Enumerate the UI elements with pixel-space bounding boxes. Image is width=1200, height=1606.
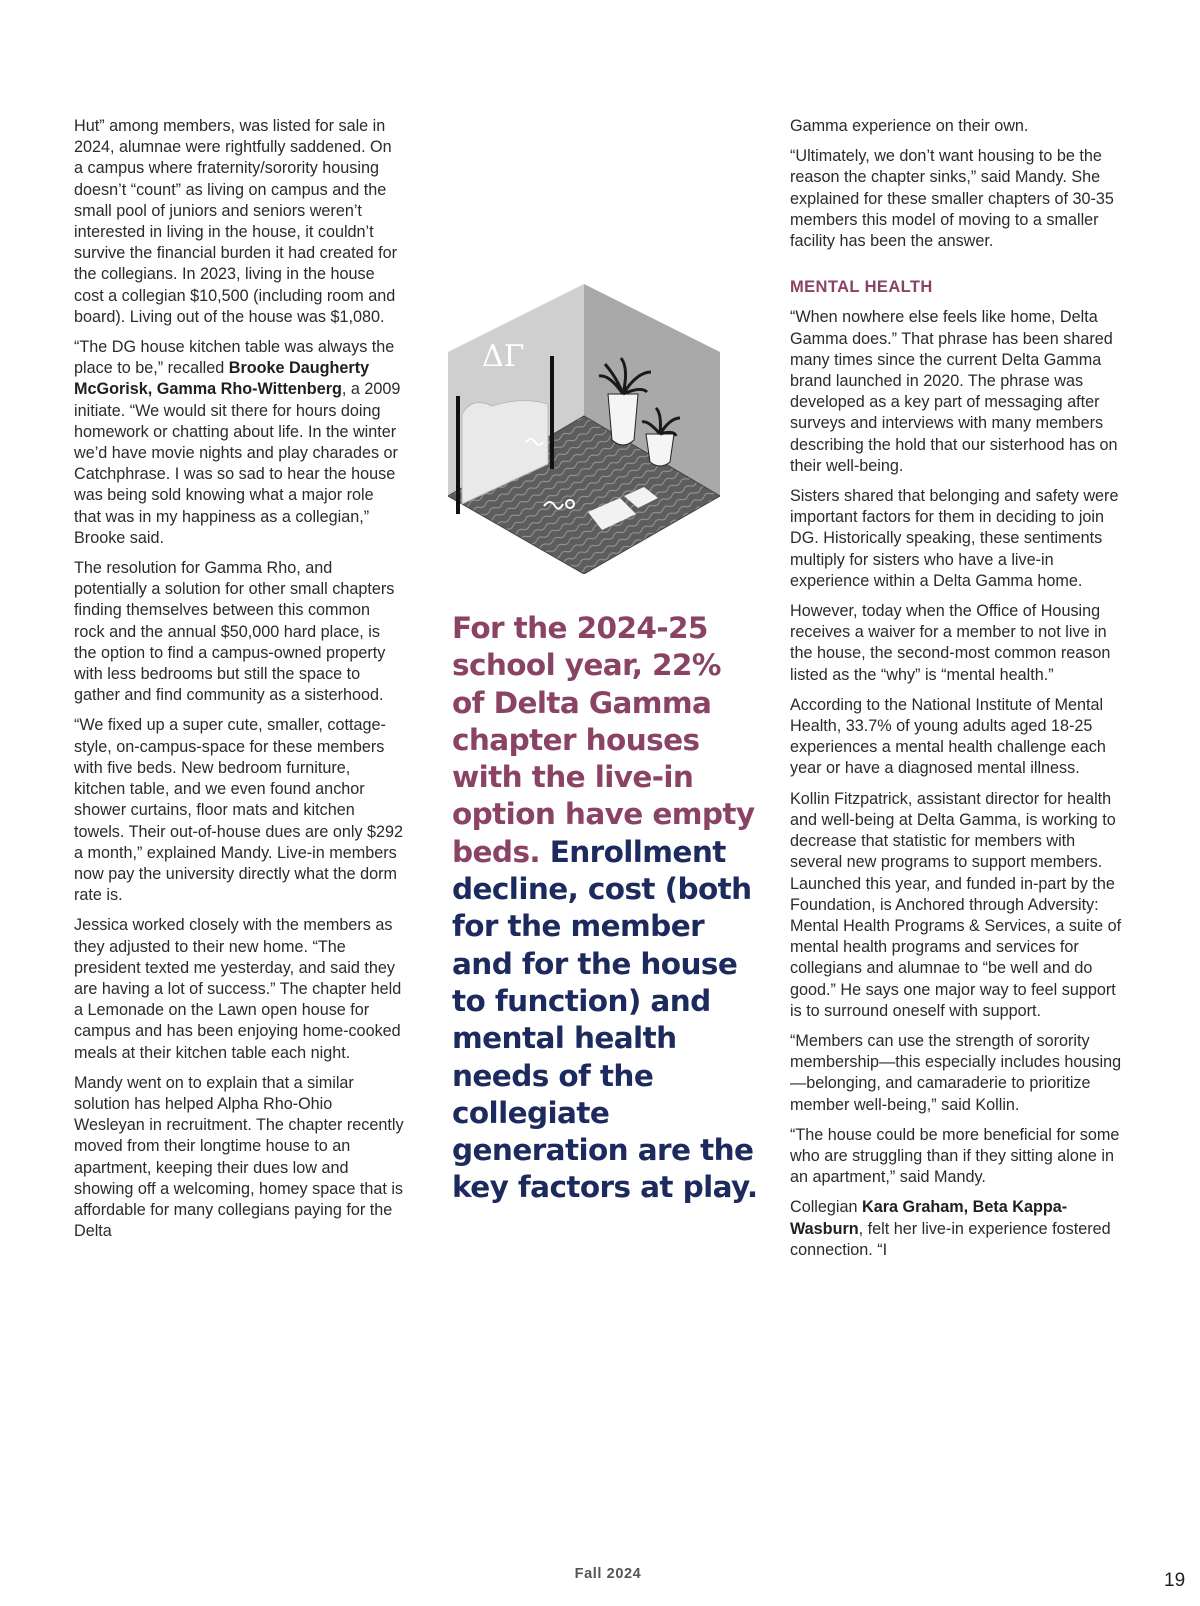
- section-heading: MENTAL HEALTH: [790, 278, 933, 297]
- paragraph: [74, 337, 404, 549]
- room-illustration: [448, 284, 720, 574]
- paragraph: “When nowhere else feels like home, Delta Gamma does.” That phrase has been shared many times since the current Delta Gamma brand launched in 2020. The phrase was developed as a key part of messaging after surveys and interviews with many members describing the hold that our sisterhood has on their well-being.: [790, 308, 1118, 475]
- text-run: Collegian: [790, 1198, 862, 1217]
- pull-quote-highlight: For the 2024-25 school year, 22% of Delta Gamma chapter houses with the live-in option have empty beds.: [452, 611, 755, 869]
- pull-quote-body: Enrollment decline, cost (both for the member and for the house to function) and mental health needs of the collegiate generation are the key factors at play.: [452, 834, 758, 1205]
- person-name: Brooke Daugherty McGorisk, Gamma Rho-Wittenberg: [74, 359, 370, 399]
- paragraph: [790, 1197, 1122, 1261]
- paragraph: Hut” among members, was listed for sale in 2024, alumnae were rightfully saddened. On a campus where fraternity/sorority housing doesn’t “count” as living on campus and the small pool of juniors and seniors weren’t interested in living in the house, it couldn’t survive the financial burden it had created for the collegians. In 2023, living in the house cost a collegian $10,500 (including room and board). Living out of the house was $1,080.: [74, 117, 398, 326]
- page-number: 19: [1164, 1570, 1186, 1591]
- paragraph: Gamma experience on their own.: [790, 117, 1029, 135]
- paragraph: The resolution for Gamma Rho, and potentially a solution for other small chapters finding themselves between this common rock and the annual $50,000 hard place, is the option to find a campus-owned property with less bedrooms but still the space to gather and find community as a sisterhood.: [74, 559, 395, 705]
- left-text-column: [74, 116, 404, 1251]
- paragraph: Kollin Fitzpatrick, assistant director for health and well-being at Delta Gamma, is working to decrease that statistic for members with several new programs to support members. Launched this year, and funded in-part by the Foundation, is Anchored through Adversity: Mental Health Programs & Services, a suite of mental health programs and services for collegians and alumnae to “be well and do good.” He says one major way to feel support is to surround oneself with support.: [790, 789, 1122, 1020]
- right-text-column: [790, 116, 1122, 1270]
- paragraph: Sisters shared that belonging and safety were important factors for them in deciding to join DG. Historically speaking, these sentiments multiply for sisters who have a live-in experience within a Delta Gamma home.: [790, 487, 1119, 590]
- paragraph: “Members can use the strength of sorority membership—this especially includes housing—belonging, and camaraderie to prioritize member well-being,” said Kollin.: [790, 1031, 1122, 1114]
- greek-letters: ΔΓ: [482, 339, 525, 374]
- text-run: “The DG house kitchen table was always the place to be,” recalled: [74, 338, 395, 378]
- paragraph: Mandy went on to explain that a similar solution has helped Alpha Rho-Ohio Wesleyan in recruitment. The chapter recently moved from their longtime house to an apartment, keeping their dues low and showing off a welcoming, homey space that is affordable for many collegians paying for the Delta: [74, 1073, 404, 1241]
- paragraph: However, today when the Office of Housing receives a waiver for a member to not live in the house, the second-most common reason listed as the “why” is “mental health.”: [790, 602, 1111, 684]
- paragraph: “We fixed up a super cute, smaller, cottage-style, on-campus-space for these members with five beds. New bedroom furniture, kitchen table, and we even found anchor shower curtains, floor mats and kitchen towels. Their out-of-house dues are only $292 a month,” explained Mandy. Live-in members now pay the university directly what the dorm rate is.: [74, 716, 404, 905]
- paragraph: “Ultimately, we don’t want housing to be the reason the chapter sinks,” said Mandy. She explained for these smaller chapters of 30-35 members this model of moving to a smaller facility has been the answer.: [790, 147, 1114, 251]
- text-run: , a 2009 initiate. “We would sit there for hours doing homework or chatting about life. In the winter we’d have movie nights and play charades or Catchphrase. I was so sad to hear the house was being sold knowing what a major role that was in my happiness as a collegian,” Brooke said.: [74, 380, 401, 547]
- text-run: , felt her live-in experience fostered connection. “I: [790, 1219, 1111, 1259]
- paragraph: Jessica worked closely with the members as they adjusted to their new home. “The president texted me yesterday, and said they are having a lot of success.” The chapter held a Lemonade on the Lawn open house for campus and has been enjoying home-cooked meals at their kitchen table each night.: [74, 916, 402, 1062]
- person-name: Kara Graham, Beta Kappa-Wasburn: [790, 1198, 1068, 1238]
- issue-label: Fall 2024: [574, 1566, 642, 1582]
- pull-quote: [452, 610, 762, 1207]
- paragraph: According to the National Institute of Mental Health, 33.7% of young adults aged 18-25 experiences a mental health challenge each year or have a diagnosed mental illness.: [790, 695, 1106, 778]
- paragraph: “The house could be more beneficial for some who are struggling than if they sitting alone in an apartment,” said Mandy.: [790, 1125, 1120, 1187]
